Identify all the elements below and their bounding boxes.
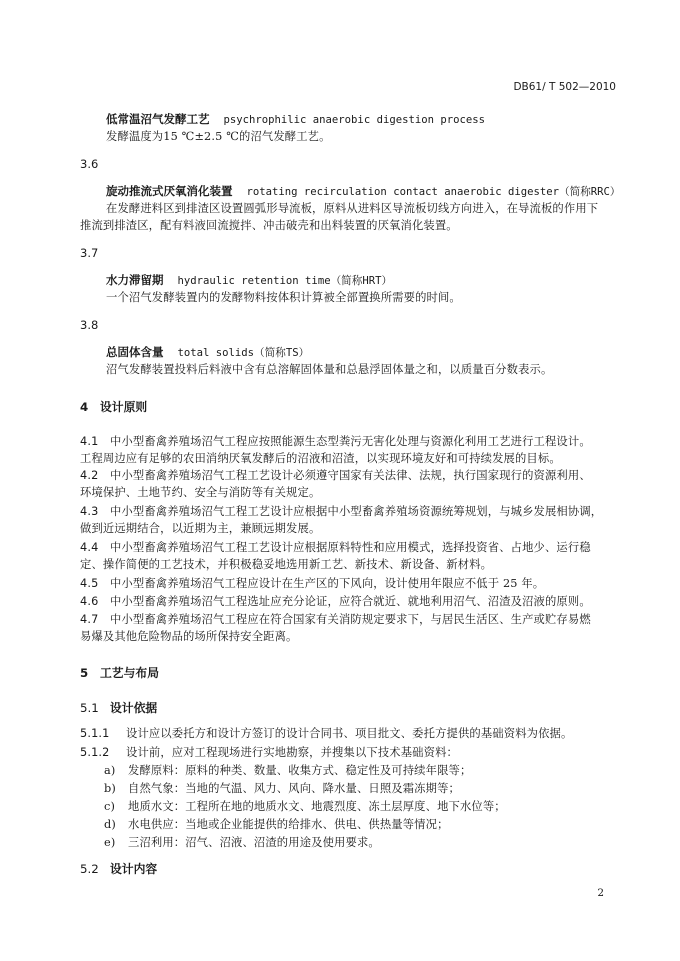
clause-5-1-2 [80, 744, 458, 760]
list-item-text: 地质水文：工程所在地的地质水文、地震烈度、冻土层厚度、地下水位等； [128, 800, 506, 813]
list-item [104, 762, 471, 778]
subsection-heading-5-1 [80, 699, 157, 716]
clause-number: 5.1.2 [80, 746, 110, 759]
clause-text: 中小型畜禽养殖场沼气工程工艺设计应根据中小型畜禽养殖场资源统筹规划，与城乡发展相协调， [110, 505, 603, 518]
term-heading [106, 272, 392, 288]
list-item-text: 水电供应：当地或企业能提供的给排水、供电、供热量等情况； [128, 818, 449, 831]
clause-text: 中小型畜禽养殖场沼气工程应在符合国家有关消防规定要求下，与居民生活区、生产或贮存易燃 [110, 613, 591, 626]
term-heading [106, 183, 621, 199]
clause-text: 中小型畜禽养殖场沼气工程应按照能源生态型粪污无害化处理与资源化利用工艺进行工程设计。 [110, 435, 591, 448]
clause-4-4 [80, 539, 591, 555]
term-heading [106, 344, 309, 360]
clause-text: 做到近远期结合，以近期为主，兼顾远期发展。 [80, 522, 321, 535]
clause-text: 环境保护、土地节约、安全与消防等有关规定。 [80, 486, 321, 499]
term-name-zh: 旋动推流式厌氧消化装置 [106, 184, 233, 198]
clause-text: 中小型畜禽养殖场沼气工程应设计在生产区的下风向，设计使用年限应不低于 25 年。 [110, 577, 545, 590]
clause-number: 4.7 [80, 613, 99, 626]
clause-text: 中小型畜禽养殖场沼气工程工艺设计必须遵守国家有关法律、法规，执行国家现行的资源利用、 [110, 469, 591, 482]
list-item [104, 816, 449, 832]
clause-number: 4.5 [80, 577, 99, 590]
clause-text: 定、操作简便的工艺技术，并积极稳妥地选用新工艺、新技术、新设备、新材料。 [80, 558, 493, 571]
section-heading-4 [80, 398, 147, 415]
clause-number: 3.6 [80, 157, 99, 171]
term-name-en: psychrophilic anaerobic digestion process [223, 114, 485, 126]
section-title: 设计原则 [100, 400, 148, 414]
term-name-zh: 低常温沼气发酵工艺 [106, 112, 210, 126]
clause-text: 易爆及其他危险物品的场所保持安全距离。 [80, 630, 298, 643]
term-name-zh: 水力滞留期 [106, 273, 164, 287]
section-number: 5 [80, 666, 89, 680]
clause-number: 3.8 [80, 318, 99, 332]
subsection-title: 设计依据 [110, 701, 158, 715]
clause-number: 4.3 [80, 505, 99, 518]
subsection-number: 5.2 [80, 862, 99, 876]
term-name-en: hydraulic retention time（简称HRT） [177, 275, 393, 287]
list-letter: b) [104, 782, 116, 795]
subsection-title: 设计内容 [110, 862, 158, 876]
term-name-zh: 总固体含量 [106, 345, 164, 359]
clause-4-1 [80, 433, 591, 449]
list-item-text: 自然气象：当地的气温、风力、风向、降水量、日照及霜冻期等； [128, 782, 460, 795]
term-definition: 在发酵进料区到排渣区设置圆弧形导流板，原料从进料区导流板切线方向进入，在导流板的作用下 [106, 202, 599, 215]
clause-text: 中小型畜禽养殖场沼气工程选址应充分论证，应符合就近、就地利用沼气、沼渣及沼液的原则。 [110, 595, 591, 608]
term-name-en: total solids（简称TS） [177, 347, 310, 359]
subsection-heading-5-2 [80, 860, 157, 877]
clause-number: 4.2 [80, 469, 99, 482]
section-number: 4 [80, 400, 89, 414]
list-letter: c) [104, 800, 116, 813]
clause-5-1-1 [80, 725, 572, 741]
clause-4-5 [80, 575, 544, 591]
term-heading [106, 111, 485, 127]
list-item-text: 发酵原料：原料的种类、数量、收集方式、稳定性及可持续年限等； [128, 764, 472, 777]
list-letter: a) [104, 764, 116, 777]
list-item-text: 三沼利用：沼气、沼液、沼渣的用途及使用要求。 [128, 836, 380, 849]
clause-text: 中小型畜禽养殖场沼气工程工艺设计应根据原料特性和应用模式，选择投资省、占地少、运行稳 [110, 541, 591, 554]
list-item [104, 780, 460, 796]
page-number: 2 [597, 887, 604, 899]
subsection-number: 5.1 [80, 701, 99, 715]
clause-4-6 [80, 593, 591, 609]
section-title: 工艺与布局 [100, 666, 159, 680]
clause-text: 设计前，应对工程现场进行实地勘察，并搜集以下技术基础资料： [126, 746, 458, 759]
clause-number: 4.1 [80, 435, 99, 448]
clause-text: 工程周边应有足够的农田消纳厌氧发酵后的沼液和沼渣，以实现环境友好和可持续发展的目标。 [80, 452, 561, 465]
section-heading-5 [80, 664, 159, 681]
list-item [104, 798, 506, 814]
term-definition: 沼气发酵装置投料后料液中含有总溶解固体量和总悬浮固体量之和，以质量百分数表示。 [106, 363, 553, 376]
clause-4-7 [80, 611, 591, 627]
clause-4-2 [80, 467, 591, 483]
list-item [104, 834, 380, 850]
term-definition: 一个沼气发酵装置内的发酵物料按体积计算被全部置换所需要的时间。 [106, 291, 461, 304]
standard-code: DB61/ T 502—2010 [513, 81, 616, 93]
clause-number: 4.4 [80, 541, 99, 554]
term-definition: 发酵温度为15 ℃±2.5 ℃的沼气发酵工艺。 [106, 130, 331, 143]
list-letter: e) [104, 836, 116, 849]
clause-number: 3.7 [80, 246, 99, 260]
term-name-en: rotating recirculation contact anaerobic digester（简称RRC） [246, 186, 621, 198]
clause-4-3 [80, 503, 602, 519]
clause-number: 5.1.1 [80, 727, 110, 740]
clause-number: 4.6 [80, 595, 99, 608]
clause-text: 设计应以委托方和设计方签订的设计合同书、项目批文、委托方提供的基础资料为依据。 [126, 727, 573, 740]
term-definition: 推流到排渣区，配有料液回流搅拌、冲击破壳和出料装置的厌氧消化装置。 [80, 219, 458, 232]
list-letter: d) [104, 818, 116, 831]
